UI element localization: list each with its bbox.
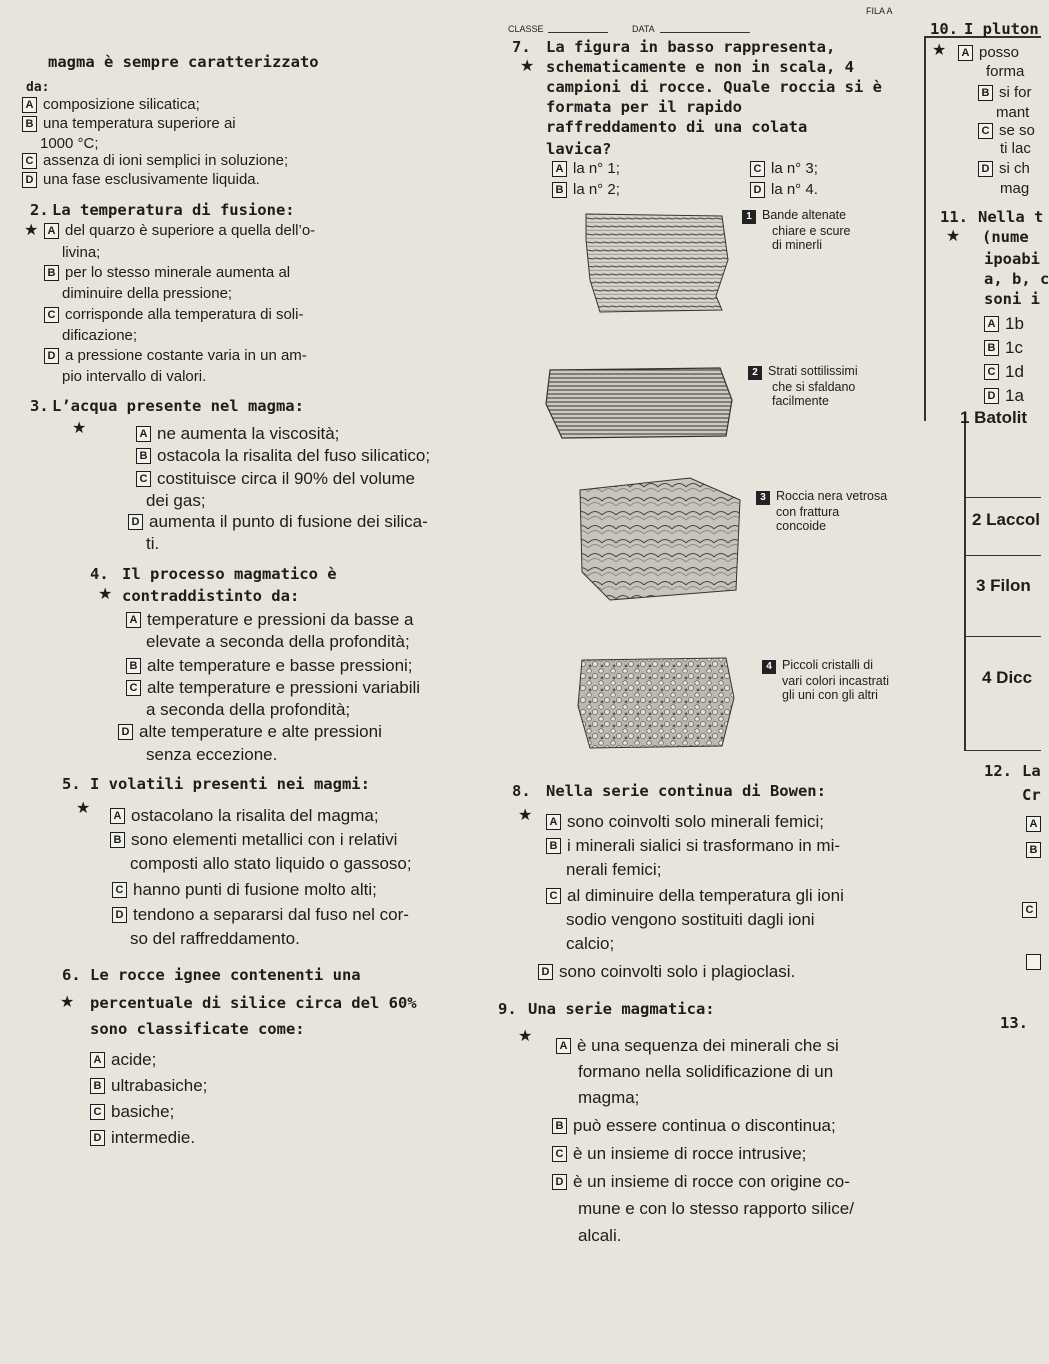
q10-option-b-cont: mant (996, 104, 1030, 121)
q6-option-d-text: intermedie. (111, 1128, 196, 1147)
q4-stem: Il processo magmatico è (122, 565, 337, 583)
q7-option-d[interactable]: D la n° 4. (750, 181, 818, 198)
q10-number: 10. (930, 20, 958, 38)
q9-option-a-cont-2: magma; (578, 1088, 640, 1107)
q6-option-d[interactable]: D intermedie. (90, 1128, 195, 1148)
q8-stem: Nella serie continua di Bowen: (546, 782, 826, 800)
q11-option-b-text: 1c (1005, 338, 1023, 357)
q1-option-a[interactable]: A composizione silicatica; (22, 96, 200, 113)
q9-option-a[interactable]: A è una sequenza dei minerali che si (556, 1036, 839, 1056)
q2-option-b-cont: diminuire della pressione; (62, 285, 233, 302)
sample-3-line-3: concoide (776, 519, 827, 533)
q6-stem-3: sono classificate come: (90, 1020, 305, 1038)
q10-option-c[interactable]: C se so (978, 122, 1035, 139)
q3-stem: L’acqua presente nel magma: (52, 397, 304, 415)
q5-option-a[interactable]: A ostacolano la risalita del magma; (110, 806, 379, 826)
q7-stem-2: schematicamente e non in scala, 4 (546, 58, 854, 76)
q7-stem-5: raffreddamento di una colata (546, 118, 808, 136)
q4-option-b-text: alte temperature e basse pressioni; (147, 656, 413, 675)
q12-option-b[interactable] (1026, 840, 1047, 858)
q2-option-a-cont: livina; (62, 244, 101, 261)
sample-4-line-3: gli uni con gli altri (782, 688, 878, 702)
q4-option-d[interactable]: D alte temperature e alte pressioni (118, 722, 382, 742)
q6-option-b-text: ultrabasiche; (111, 1076, 208, 1095)
q10-option-d-cont: mag (1000, 180, 1030, 197)
q9-option-b-text: può essere continua o discontinua; (573, 1116, 836, 1135)
q9-stem: Una serie magmatica: (528, 1000, 715, 1018)
q9-option-d-text: è un insieme di rocce con origine co- (573, 1172, 850, 1191)
q8-option-b[interactable]: B i minerali sialici si trasformano in mi- (546, 836, 840, 856)
q8-option-d-text: sono coinvolti solo i plagioclasi. (559, 962, 796, 981)
q7-stem: La figura in basso rappresenta, (546, 38, 836, 56)
q10-option-c-text: se so (999, 122, 1035, 139)
star-icon: ★ (518, 807, 533, 824)
q6-stem: Le rocce ignee contenenti una (90, 966, 361, 984)
q2-option-a-text: del quarzo è superiore a quella dell’o- (65, 222, 316, 239)
sample-3-number: 3 (756, 491, 770, 505)
q2-option-c-text: corrisponde alla temperatura di soli- (65, 306, 304, 323)
q10-stem: I pluton (964, 20, 1039, 38)
q11-stem-3: ipoabi (984, 250, 1040, 268)
q6-option-a[interactable]: A acide; (90, 1050, 156, 1070)
q1-stem-2: da: (26, 80, 50, 95)
q1-option-b[interactable]: B una temperatura superiore ai (22, 115, 236, 132)
q12-option-b-box: B (1026, 842, 1041, 858)
q4-number: 4. (90, 565, 109, 583)
q11-match-2: 2 Laccol (972, 510, 1041, 529)
star-icon: ★ (72, 420, 87, 437)
q11-option-d[interactable]: D 1a (984, 386, 1024, 406)
star-icon: ★ (520, 58, 535, 75)
date-label: DATA (632, 24, 655, 34)
q11-match-4: 4 Dicc (982, 668, 1033, 687)
q3-option-c-text: costituisce circa il 90% del volume (157, 469, 415, 488)
star-icon: ★ (932, 42, 947, 59)
q4-stem-2: contraddistinto da: (122, 587, 300, 605)
q3-option-b[interactable]: B ostacola la risalita del fuso silicatico; (136, 446, 430, 466)
q10-option-a-text: posso (979, 44, 1020, 61)
star-icon: ★ (24, 222, 39, 239)
q6-option-b[interactable]: B ultrabasiche; (90, 1076, 207, 1096)
q4-option-b[interactable]: B alte temperature e basse pressioni; (126, 656, 413, 676)
q2-option-c-cont: dificazione; (62, 327, 138, 344)
sample-2-number: 2 (748, 366, 762, 380)
q1-option-d[interactable]: D una fase esclusivamente liquida. (22, 171, 260, 188)
q11-option-a[interactable]: A 1b (984, 314, 1024, 334)
rock-sample-2 (546, 368, 732, 438)
sample-1-number: 1 (742, 210, 756, 224)
q10-option-a-cont: forma (986, 63, 1025, 80)
q2-option-a[interactable]: A del quarzo è superiore a quella dell’o- (44, 222, 315, 239)
q7-stem-6: lavica? (546, 140, 612, 158)
q1-stem: magma è sempre caratterizzato (48, 53, 319, 71)
q9-option-d[interactable]: D è un insieme di rocce con origine co- (552, 1172, 850, 1192)
q11-stem-5: soni i (984, 290, 1040, 308)
q5-number: 5. (62, 775, 81, 793)
figure-caption-3 (756, 489, 887, 533)
q1-option-c-text: assenza di ioni semplici in soluzione; (43, 152, 289, 169)
q8-option-c-text: al diminuire della temperatura gli ioni (567, 886, 844, 905)
q5-option-a-text: ostacolano la risalita del magma; (131, 806, 379, 825)
q8-option-a[interactable]: A sono coinvolti solo minerali femici; (546, 812, 824, 832)
q11-stem-4: a, b, c (984, 270, 1049, 288)
q6-stem-2: percentuale di silice circa del 60% (90, 994, 417, 1012)
q11-option-c-text: 1d (1005, 362, 1024, 381)
q9-option-b[interactable]: B può essere continua o discontinua; (552, 1116, 836, 1136)
q7-option-b-text: la n° 2; (573, 181, 620, 198)
q4-option-c-cont: a seconda della profondità; (146, 700, 351, 719)
q10-option-b[interactable]: B si for (978, 84, 1032, 101)
figure-caption-4 (762, 658, 889, 702)
q11-option-c[interactable]: C 1d (984, 362, 1024, 382)
q4-option-d-text: alte temperature e alte pressioni (139, 722, 382, 741)
sample-3-line-2: con frattura (776, 505, 840, 519)
q2-option-b[interactable]: B per lo stesso minerale aumenta al (44, 264, 290, 281)
q7-stem-3: campioni di rocce. Quale roccia si è (546, 78, 882, 96)
q12-stem: La (1022, 762, 1041, 780)
q3-option-d-cont: ti. (146, 534, 160, 553)
q11-table-row2 (964, 555, 1041, 556)
q8-option-c-cont: sodio vengono sostituiti dagli ioni (566, 910, 815, 929)
q10-option-d[interactable]: D si ch (978, 160, 1030, 177)
q7-option-d-text: la n° 4. (771, 181, 818, 198)
q7-option-b[interactable]: B la n° 2; (552, 181, 620, 198)
q2-option-d[interactable]: D a pressione costante varia in un am- (44, 347, 307, 364)
q10-option-d-text: si ch (999, 160, 1030, 177)
rock-sample-4 (578, 658, 734, 748)
q8-option-a-text: sono coinvolti solo minerali femici; (567, 812, 824, 831)
q9-option-c[interactable]: C è un insieme di rocce intrusive; (552, 1144, 806, 1164)
q8-option-c-cont-2: calcio; (566, 934, 615, 953)
q8-option-d[interactable]: D sono coinvolti solo i plagioclasi. (538, 962, 795, 982)
q12-option-c-box: C (1022, 902, 1037, 918)
q3-option-b-text: ostacola la risalita del fuso silicatico; (157, 446, 431, 465)
q2-stem: La temperatura di fusione: (52, 201, 295, 219)
sample-1-line-1: Bande altenate (762, 208, 847, 222)
q8-option-c[interactable]: C al diminuire della temperatura gli ioni (546, 886, 844, 906)
sample-2-line-1: Strati sottilissimi (768, 364, 858, 378)
q8-option-b-cont: nerali femici; (566, 860, 662, 879)
q4-option-d-cont: senza eccezione. (146, 745, 278, 764)
sample-4-line-2: vari colori incastrati (782, 674, 889, 688)
figure-caption-1 (742, 208, 851, 252)
q4-option-a-text: temperature e pressioni da basse a (147, 610, 414, 629)
q7-option-a[interactable]: A la n° 1; (552, 160, 620, 177)
q11-option-b[interactable]: B 1c (984, 338, 1023, 358)
q11-option-d-text: 1a (1005, 386, 1024, 405)
q1-option-a-text: composizione silicatica; (43, 96, 200, 113)
q11-stem-2: (nume (982, 228, 1029, 246)
q5-option-b-text: sono elementi metallici con i relativi (131, 830, 398, 849)
q11-number: 11. (940, 208, 968, 226)
q8-number: 8. (512, 782, 531, 800)
sample-4-number: 4 (762, 660, 776, 674)
q5-stem: I volatili presenti nei magmi: (90, 775, 370, 793)
q7-option-c-text: la n° 3; (771, 160, 818, 177)
q5-option-c[interactable]: C hanno punti di fusione molto alti; (112, 880, 377, 900)
q1-option-c[interactable]: C assenza di ioni semplici in soluzione; (22, 152, 288, 169)
q10-option-c-cont: ti lac (1000, 140, 1031, 157)
q12-option-a-box: A (1026, 816, 1041, 832)
sample-2-line-2: che si sfaldano (772, 380, 856, 394)
q4-option-a-cont: elevate a seconda della profondità; (146, 632, 410, 651)
q9-number: 9. (498, 1000, 517, 1018)
q13-number: 13. (1000, 1014, 1028, 1032)
sample-4-line-1: Piccoli cristalli di (782, 658, 873, 672)
q5-option-d-cont: so del raffreddamento. (130, 929, 300, 948)
q2-option-d-cont: pio intervallo di valori. (62, 368, 207, 385)
q5-option-b-cont: composti allo stato liquido o gassoso; (130, 854, 412, 873)
q5-option-d-text: tendono a separarsi dal fuso nel cor- (133, 905, 409, 924)
q11-match-1: 1 Batolit (960, 408, 1028, 427)
q12-option-a[interactable] (1026, 814, 1047, 832)
rock-sample-3 (580, 478, 740, 600)
q2-option-c[interactable]: C corrisponde alla temperatura di soli- (44, 306, 303, 323)
q11-match-3: 3 Filon (976, 576, 1031, 595)
date-line (660, 32, 750, 33)
q5-option-d[interactable]: D tendono a separarsi dal fuso nel cor- (112, 905, 409, 925)
q3-option-a[interactable]: A ne aumenta la viscosità; (136, 424, 339, 444)
q5-option-b[interactable]: B sono elementi metallici con i relativi (110, 830, 397, 850)
sample-1-line-2: chiare e scure (772, 224, 851, 238)
q7-option-c[interactable]: C la n° 3; (750, 160, 818, 177)
q6-option-c-text: basiche; (111, 1102, 175, 1121)
q11-option-a-text: 1b (1005, 314, 1024, 333)
q11-stem: Nella t (978, 208, 1044, 226)
q3-option-d[interactable]: D aumenta il punto di fusione dei silica- (128, 512, 428, 532)
rock-sample-1 (586, 214, 728, 312)
star-icon: ★ (98, 586, 113, 603)
class-line (548, 32, 608, 33)
q3-option-d-text: aumenta il punto di fusione dei silica- (149, 512, 428, 531)
q2-number: 2. (30, 201, 49, 219)
rock-samples-figure (490, 200, 750, 760)
q8-option-b-text: i minerali sialici si trasformano in mi- (567, 836, 841, 855)
star-icon: ★ (946, 228, 961, 245)
q3-option-c-cont: dei gas; (146, 491, 206, 510)
q11-table-row1 (964, 497, 1041, 498)
q1-option-b-cont: 1000 °C; (40, 135, 99, 152)
q10-option-a[interactable]: A posso (958, 44, 1019, 61)
class-label: CLASSE (508, 24, 544, 34)
q3-option-c[interactable]: C costituisce circa il 90% del volume (136, 469, 415, 489)
q12-number: 12. (984, 762, 1012, 780)
q6-option-a-text: acide; (111, 1050, 157, 1069)
q7-number: 7. (512, 38, 531, 56)
column-divider-right-top (924, 36, 926, 421)
sample-3-line-1: Roccia nera vetrosa (776, 489, 888, 503)
q9-option-a-text: è una sequenza dei minerali che si (577, 1036, 839, 1055)
sample-2-line-3: facilmente (772, 394, 829, 408)
q7-option-a-text: la n° 1; (573, 160, 620, 177)
q11-table-row4 (964, 750, 1041, 751)
q4-option-a[interactable]: A temperature e pressioni da basse a (126, 610, 414, 630)
star-icon: ★ (518, 1028, 533, 1045)
q12-option-d[interactable] (1026, 954, 1047, 975)
q12-option-d-box (1026, 954, 1041, 970)
q12-stem-2: Cr (1022, 786, 1041, 804)
q5-option-c-text: hanno punti di fusione molto alti; (133, 880, 377, 899)
q7-stem-4: formata per il rapido (546, 98, 742, 116)
figure-caption-2 (748, 364, 858, 408)
sample-1-line-3: di minerli (772, 238, 823, 252)
q9-option-d-cont-2: alcali. (578, 1226, 622, 1245)
q9-option-a-cont: formano nella solidificazione di un (578, 1062, 834, 1081)
q9-option-c-text: è un insieme di rocce intrusive; (573, 1144, 807, 1163)
q11-table-row3 (964, 636, 1041, 637)
q6-number: 6. (62, 966, 81, 984)
q4-option-c-text: alte temperature e pressioni variabili (147, 678, 421, 697)
fila-label: FILA A (866, 6, 893, 16)
q10-option-b-text: si for (999, 84, 1032, 101)
q1-option-b-text: una temperatura superiore ai (43, 115, 236, 132)
q3-option-a-text: ne aumenta la viscosità; (157, 424, 340, 443)
star-icon: ★ (76, 800, 91, 817)
q11-table-divider (964, 420, 966, 750)
q2-option-d-text: a pressione costante varia in un am- (65, 347, 307, 364)
q9-option-d-cont: mune e con lo stesso rapporto silice/ (578, 1199, 854, 1218)
q3-number: 3. (30, 397, 49, 415)
q6-option-c[interactable]: C basiche; (90, 1102, 174, 1122)
q12-option-c[interactable] (1022, 900, 1043, 918)
star-icon: ★ (60, 994, 75, 1011)
q2-option-b-text: per lo stesso minerale aumenta al (65, 264, 291, 281)
q4-option-c[interactable]: C alte temperature e pressioni variabili (126, 678, 420, 698)
q1-option-d-text: una fase esclusivamente liquida. (43, 171, 260, 188)
